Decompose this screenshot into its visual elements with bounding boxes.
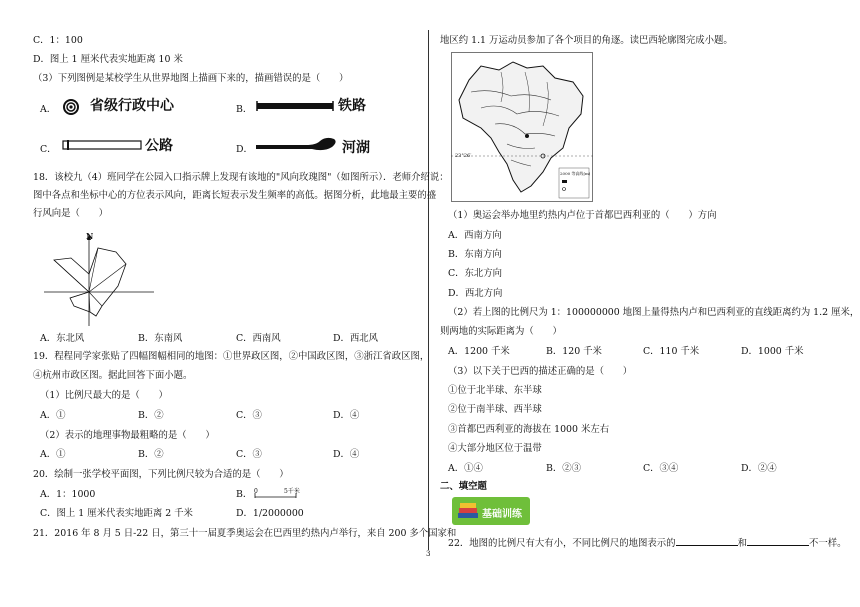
page-number: 3 <box>426 550 431 558</box>
q21-3-statement-4: ④大部分地区位于温带 <box>448 443 542 454</box>
books-icon <box>456 501 480 521</box>
q18-line3: 行风向是（ ） <box>33 208 109 219</box>
q18-option-a: A．东北风 <box>40 333 85 344</box>
sym-b-letter: B． <box>236 104 253 115</box>
q20-option-c: C．图上 1 厘米代表实地距离 2 千米 <box>40 508 193 519</box>
q21-3-option-b: B．②③ <box>546 463 582 474</box>
map-legend-title: 2000 等高线(m) <box>560 171 591 176</box>
q18-line2: 图中各点和坐标中心的方位表示风向，距离长短表示发生频率的高低。据图分析，此地最主要的盛 <box>33 190 437 201</box>
highway-icon <box>62 138 142 152</box>
q18-line1: 18．该校九（4）班同学在公园入口指示牌上发现有该地的"风向玫瑰图"（如图所示）．老师介绍说： <box>33 172 449 183</box>
section-heading: 二、填空题 <box>440 481 487 492</box>
wind-rose-diagram <box>44 228 154 328</box>
provincial-capital-icon <box>62 98 80 116</box>
q21-2-option-c: C．110 千米 <box>643 346 700 357</box>
q17-option-c: C．1：100 <box>33 35 83 46</box>
q19-sub1: （1）比例尺最大的是（ ） <box>40 390 168 401</box>
q20-stem: 20．绘制一张学校平面图，下列比例尺较为合适的是（ ） <box>33 469 289 480</box>
q18-option-b: B．东南风 <box>138 333 183 344</box>
q21-2-option-d: D．1000 千米 <box>741 346 804 357</box>
sym-b-label: 铁路 <box>338 98 366 114</box>
q19-2-option-d: D．④ <box>333 449 360 460</box>
rose-north-label: N <box>86 231 94 241</box>
divider <box>428 30 429 550</box>
q21-3-option-a: A．①④ <box>448 463 483 474</box>
q20-scale-five: 5千米 <box>284 488 300 495</box>
q19-1-option-a: A．① <box>40 410 66 421</box>
q22-blank-1[interactable] <box>676 536 738 546</box>
q22-line <box>448 536 846 550</box>
map-latitude-label: 23°26′ <box>455 153 472 159</box>
q21-3-option-c: C．③④ <box>643 463 679 474</box>
q19-line2: ④杭州市政区图。据此回答下面小题。 <box>33 370 193 381</box>
q19-line1: 19．程程同学家张贴了四幅图幅相同的地图：①世界政区图，②中国政区图，③浙江省政区图， <box>33 351 430 362</box>
railway-icon <box>256 100 334 112</box>
q17-sub3: （3）下列图例是某校学生从世界地图上描画下来的，描画错误的是（ ） <box>33 73 349 84</box>
q21-1-option-d: D．西北方向 <box>448 288 503 299</box>
q19-2-option-b: B．② <box>138 449 164 460</box>
q21-3-statement-3: ③首都巴西利亚的海拔在 1000 米左右 <box>448 424 610 435</box>
q19-1-option-c: C．③ <box>236 410 262 421</box>
q21-sub2-line1: （2）若上图的比例尺为 1：100000000 地图上量得热内卢和巴西利亚的直线距离约为 1.2 厘米， <box>448 307 860 318</box>
q21-line1: 21．2016 年 8 月 5 日-22 日，第三十一届夏季奥运会在巴西里约热内卢举行，来自 200 多个国家和 <box>33 528 457 539</box>
q21-1-option-c: C．东北方向 <box>448 268 503 279</box>
q21-1-option-a: A．西南方向 <box>448 230 502 241</box>
basic-training-banner <box>452 497 530 525</box>
q21-line2: 地区约 1.1 万运动员参加了各个项目的角逐。读巴西轮廓图完成小题。 <box>440 35 733 46</box>
q22-end: 不一样。 <box>808 538 847 549</box>
q22-blank-2[interactable] <box>747 536 809 546</box>
q20-option-d: D．1/2000000 <box>236 508 304 519</box>
q22-text: 22．地图的比例尺有大有小，不同比例尺的地图表示的 <box>448 538 676 549</box>
lake-river-icon <box>254 134 340 158</box>
q17-option-d: D．图上 1 厘米代表实地距离 10 米 <box>33 54 183 65</box>
sym-d-label: 河湖 <box>342 140 370 156</box>
q21-3-statement-2: ②位于南半球、西半球 <box>448 404 542 415</box>
q21-sub2-line2: 则两地的实际距离为（ ） <box>440 326 562 337</box>
q18-option-c: C．西南风 <box>236 333 281 344</box>
q22-and: 和 <box>737 538 747 549</box>
q21-sub3: （3）以下关于巴西的描述正确的是（ ） <box>448 366 633 377</box>
scale-bar-icon <box>254 493 298 499</box>
q21-3-statement-1: ①位于北半球、东半球 <box>448 385 542 396</box>
q20-option-b: B． <box>236 489 253 500</box>
banner-label: 基础训练 <box>482 509 522 520</box>
q21-2-option-a: A．1200 千米 <box>448 346 510 357</box>
q21-3-option-d: D．②④ <box>741 463 777 474</box>
q21-2-option-b: B．120 千米 <box>546 346 602 357</box>
q21-1-option-b: B．东南方向 <box>448 249 502 260</box>
sym-a-label: 省级行政中心 <box>90 98 174 114</box>
sym-a-letter: A． <box>40 104 57 115</box>
q20-option-a: A．1：1000 <box>40 489 96 500</box>
q18-option-d: D．西北风 <box>333 333 379 344</box>
sym-c-label: 公路 <box>145 138 173 154</box>
sym-d-letter: D． <box>236 144 253 155</box>
q19-sub2: （2）表示的地理事物最粗略的是（ ） <box>40 430 215 441</box>
q21-sub1: （1）奥运会举办地里约热内卢位于首都巴西利亚的（ ）方向 <box>448 210 717 221</box>
q19-2-option-a: A．① <box>40 449 66 460</box>
q19-2-option-c: C．③ <box>236 449 262 460</box>
q19-1-option-d: D．④ <box>333 410 360 421</box>
q19-1-option-b: B．② <box>138 410 164 421</box>
sym-c-letter: C． <box>40 144 57 155</box>
q20-scale-zero: 0 <box>254 488 258 495</box>
